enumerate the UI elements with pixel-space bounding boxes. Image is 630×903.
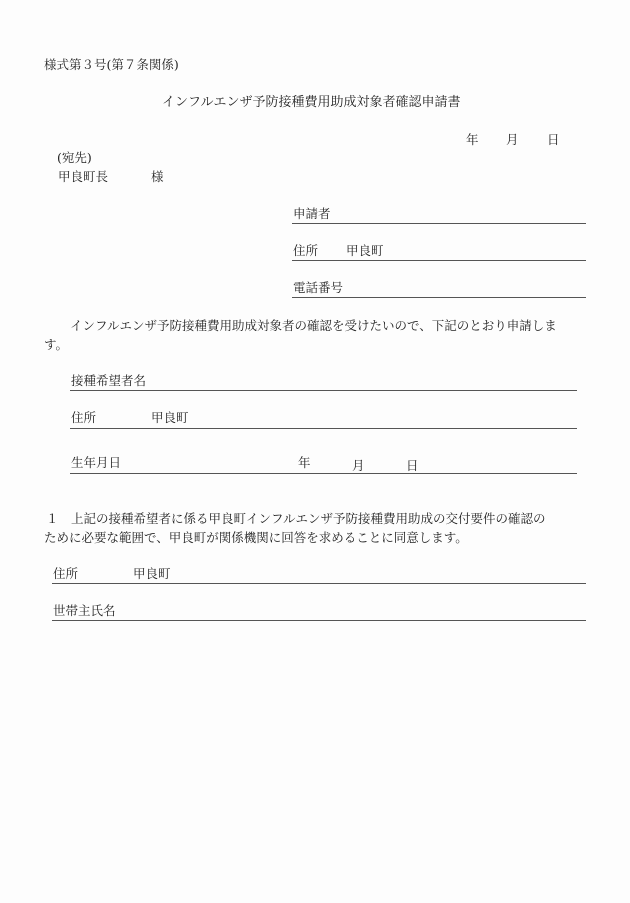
page-title: インフルエンザ予防接種費用助成対象者確認申請書 [162, 95, 461, 110]
form-number: 様式第３号(第７条関係) [44, 57, 179, 72]
consent-text-line1: １ 上記の接種希望者に係る甲良町インフルエンザ予防接種費用助成の交付要件の確認の [46, 511, 546, 526]
subject-birthdate-label: 生年月日 [71, 455, 122, 470]
applicant-label: 申請者 [293, 206, 331, 221]
addressee-honorific: 様 [151, 169, 164, 184]
household-address-field[interactable] [52, 583, 586, 584]
date-day: 日 [547, 132, 560, 147]
addressee-name: 甲良町長 [58, 169, 109, 184]
subject-birth-year: 年 [298, 455, 311, 470]
request-text-line1: インフルエンザ予防接種費用助成対象者の確認を受けたいので、下記のとおり申請しま [70, 318, 557, 333]
applicant-name-field[interactable] [292, 223, 586, 224]
consent-text-line2: ために必要な範囲で、甲良町が関係機関に回答を求めることに同意します。 [44, 530, 468, 545]
subject-name-field[interactable] [70, 390, 577, 391]
applicant-address-field[interactable] [292, 260, 586, 261]
applicant-phone-field[interactable] [292, 297, 586, 298]
date-year: 年 [466, 132, 479, 147]
subject-address-value: 甲良町 [151, 410, 189, 425]
applicant-phone-label: 電話番号 [293, 280, 344, 295]
applicant-address-value: 甲良町 [346, 243, 384, 258]
household-address-label: 住所 [53, 566, 79, 581]
household-address-value: 甲良町 [133, 566, 171, 581]
subject-birthdate-field[interactable] [70, 473, 577, 474]
subject-birth-day: 日 [406, 458, 419, 473]
subject-address-label: 住所 [71, 410, 97, 425]
date-month: 月 [506, 132, 519, 147]
subject-name-label: 接種希望者名 [71, 373, 147, 388]
addressee-label: (宛先) [57, 150, 92, 165]
applicant-address-label: 住所 [293, 243, 319, 258]
subject-birth-month: 月 [352, 458, 365, 473]
household-head-name-field[interactable] [52, 620, 586, 621]
request-text-line2: す。 [44, 337, 69, 352]
household-head-name-label: 世帯主氏名 [53, 603, 116, 618]
subject-address-field[interactable] [70, 428, 577, 429]
